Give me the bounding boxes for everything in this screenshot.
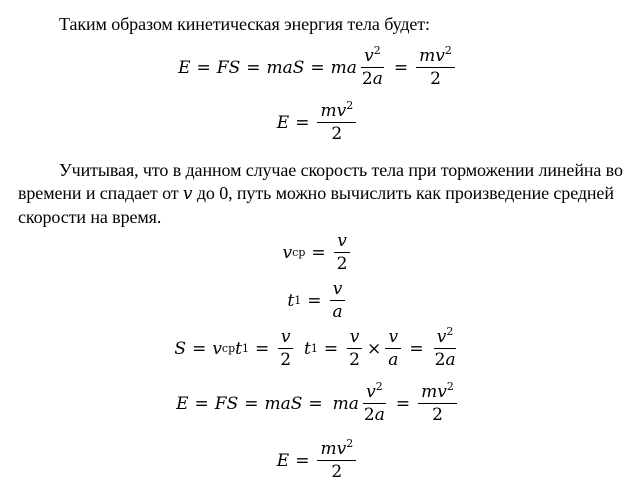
fraction-mv2-over-2: $\frac{mv^2}{2}$ [418, 384, 457, 424]
fraction-v-over-a: $\frac{v}{a}$ [385, 329, 401, 369]
fraction-v-over-2: $\frac{v}{2}$ [277, 329, 294, 369]
paragraph-intro [18, 13, 626, 36]
equation-distance: S = v ср t 1 = $\frac{v}{2}$ t 1 = $\frac{v}{2}$ × $\frac{v}{a}$ = $\frac{v^2}{2a}$ [0, 329, 635, 369]
fraction-v2-over-2a: $\frac{v^2}{2a}$ [363, 380, 385, 425]
fraction-mv2-over-2: $\frac{mv^2}{2}$ [317, 441, 356, 481]
fraction-mv2-over-2: $\frac{mv^2}{2}$ [317, 103, 356, 143]
fraction-v2-over-2a: $\frac{v^2}{2a}$ [361, 44, 383, 89]
equation-energy-derivation-2: E = FS = maS = ma $\frac{v^2}{2a}$ = $\frac{mv^2}{2}$ [0, 384, 635, 424]
fraction-v2-over-2a: $\frac{v^2}{2a}$ [434, 325, 456, 370]
paragraph-explanation: Учитывая, что в данном случае скорость тела при торможении линейна во времени и спадает от v до 0, путь можно вычислить как произведение средней скорости на время. [18, 160, 623, 227]
equation-average-speed: v ср = $\frac{v}{2}$ [0, 233, 635, 273]
equation-energy-result: E = $\frac{mv^2}{2}$ [0, 103, 635, 143]
fraction-mv2-over-2: $\frac{mv^2}{2}$ [416, 48, 455, 88]
fraction-v-over-a: $\frac{v}{a}$ [329, 281, 345, 321]
paragraph-intro-text: Таким образом кинетическая энергия тела будет: [59, 14, 430, 34]
equation-energy-result-2: E = $\frac{mv^2}{2}$ [0, 441, 635, 481]
fraction-v-over-2: $\frac{v}{2}$ [334, 233, 351, 273]
equation-energy-derivation: E = FS = maS = ma $\frac{v^2}{2a}$ = $\frac{mv^2}{2}$ [0, 48, 635, 88]
equation-time: t 1 = $\frac{v}{a}$ [0, 281, 635, 321]
fraction-v-over-2: $\frac{v}{2}$ [346, 329, 363, 369]
